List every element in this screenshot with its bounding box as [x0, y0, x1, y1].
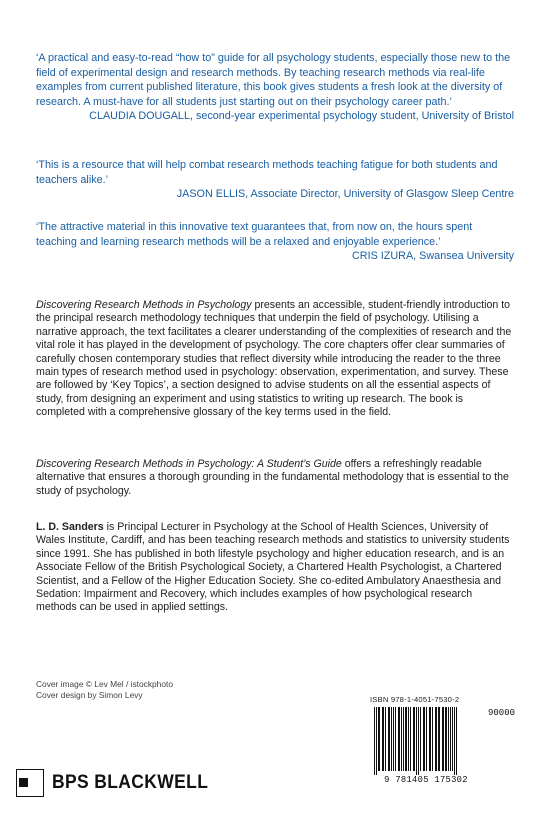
barcode-digits: 9 781405 175302: [384, 775, 468, 785]
barcode-icon: [370, 707, 482, 775]
endorsements-section: [0, 0, 550, 272]
bps-logo-icon: [16, 769, 44, 797]
quote-text: ‘The attractive material in this innovative text guarantees that, from now on, the hours spent teaching and learning research methods will be a relaxed and enjoyable experience.’: [36, 221, 473, 248]
author-bio: [36, 521, 514, 615]
endorsement-quote: [36, 158, 514, 202]
author-name: L. D. Sanders: [36, 521, 104, 533]
author-bio-text: is Principal Lecturer in Psychology at the School of Health Sciences, University of Wales Institute, Cardiff, and has been teaching research methods and statistics to university students since 1991. She has published in both lifestyle psychology and higher education research, and is an Associate Fellow of the British Psychological Society, a Chartered Health Psychologist, a Chartered Scientist, and a Fellow of the Higher Education Society. She co-edited Ambulatory Anaesthesia and Sedation: Impairment and Recovery, which includes examples of how psychological research methods can be used in applied settings.: [36, 521, 510, 614]
publisher-name: BPS BLACKWELL: [52, 772, 209, 793]
barcode-block: [370, 695, 520, 787]
isbn-label: ISBN 978-1-4051-7530-2: [370, 695, 460, 704]
book-title-full: Discovering Research Methods in Psychology: A Student’s Guide: [36, 458, 342, 470]
quote-attribution: CRIS IZURA, Swansea University: [352, 250, 514, 263]
cover-image-credit: Cover image © Lev Mel / istockphoto: [36, 679, 173, 689]
description-text: offers a refreshingly readable alternative that ensures a thorough grounding in the fundamental methodology that is essential to the study of psychology.: [36, 458, 509, 497]
quote-text: ‘A practical and easy-to-read “how to” guide for all psychology students, especially those new to the field of experimental design and research methods. By teaching research methods via real-life examples from current published literature, this book gives students a fresh look at the diversity of research. A must-have for all students just starting out on their psychology career path.’: [36, 52, 511, 108]
endorsement-quote: [36, 51, 514, 124]
price-code: 90000: [488, 708, 516, 718]
endorsement-quote: [36, 220, 514, 264]
quote-text: ‘This is a resource that will help combat research methods teaching fatigue for both students and teachers alike.’: [36, 159, 498, 186]
quote-attribution: JASON ELLIS, Associate Director, University of Glasgow Sleep Centre: [176, 188, 514, 201]
description-paragraph: [36, 299, 514, 420]
cover-design-credit: Cover design by Simon Levy: [36, 690, 143, 700]
book-title: Discovering Research Methods in Psychology: [36, 299, 252, 311]
quote-attribution: CLAUDIA DOUGALL, second-year experimental psychology student, University of Bristol: [89, 110, 514, 123]
cover-credits: [36, 679, 173, 701]
description-text: presents an accessible, student-friendly introduction to the principal research methodology techniques that underpin the field of psychology. Utilising a narrative approach, the text facilitates a clearer understanding of the complexities of research and the vital role it has played in the development of psychology. The core chapters offer clear summaries of carefully chosen contemporary studies that reflect diversity while introducing the reader to the three main types of research method used in psychology: observation, experimentation, and survey. These are followed by ‘Key Topics’, a section designed to advise students on all the essential aspects of study, from designing an experiment and using statistics to writing up research. The book is completed with a comprehensive glossary of the key terms used in the field.: [36, 299, 512, 419]
publisher-branding: [16, 768, 222, 798]
description-paragraph: [36, 458, 514, 498]
